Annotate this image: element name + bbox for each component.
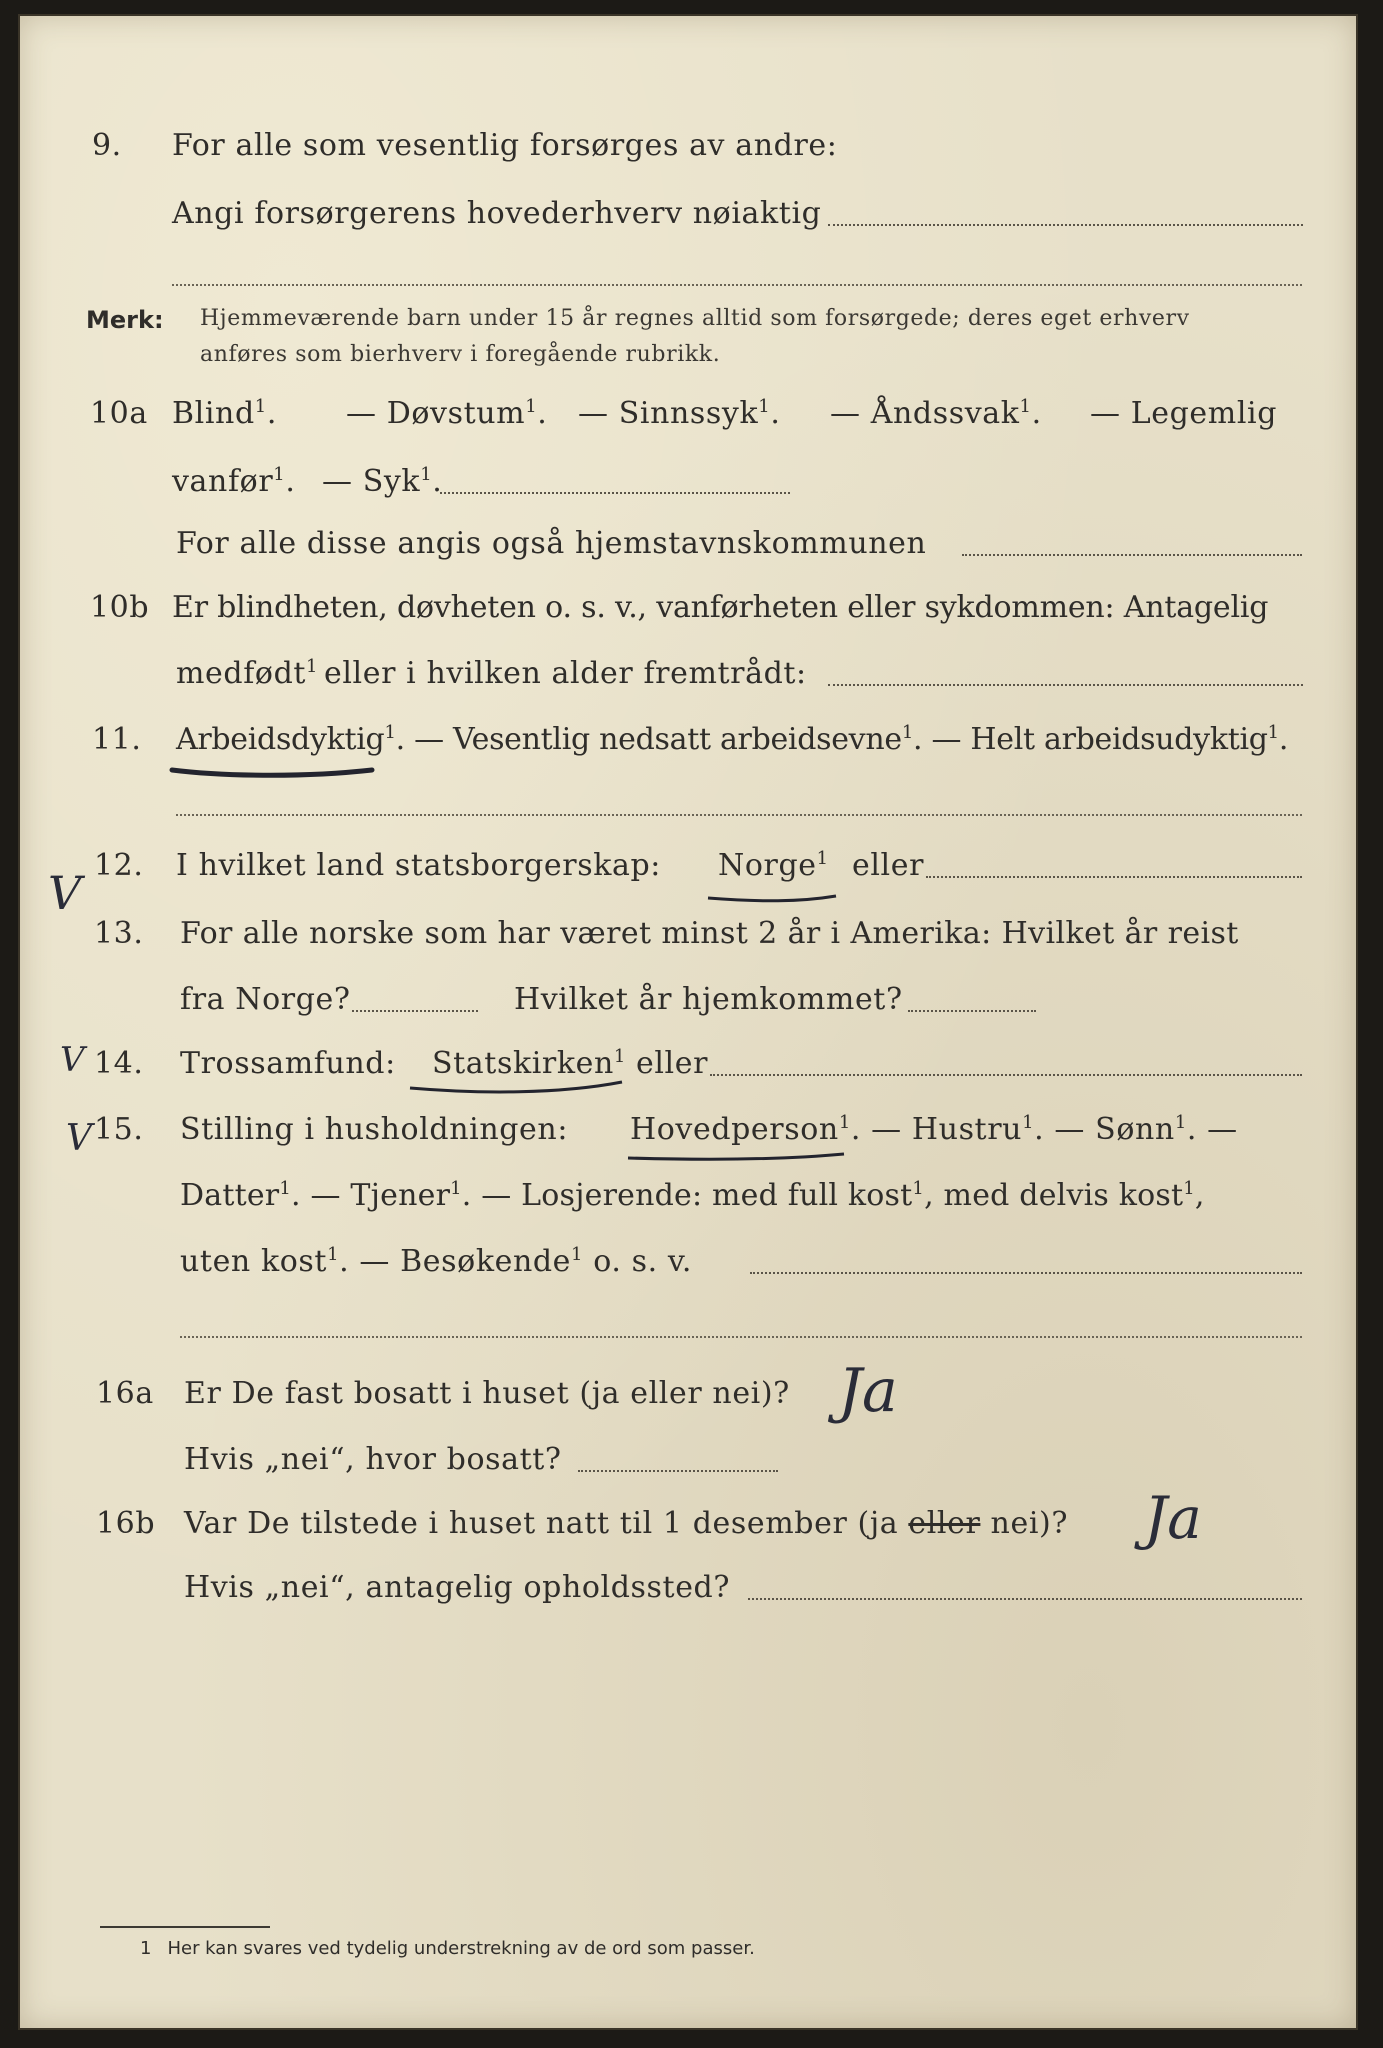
option-tjener[interactable]: . — Tjener [291,1178,451,1213]
option-medfodt[interactable]: medfødt [176,656,307,691]
margin-checkmark: V [60,1040,85,1080]
question-text: eller i hvilken alder fremtrådt: [324,656,807,691]
question-10a-line-2: vanfør$^1$. — Syk$^1$. [0,464,1383,510]
option-norge[interactable]: Norge [718,848,817,883]
option-statskirken[interactable]: Statskirken [432,1046,614,1081]
option-andssvak[interactable]: — Åndssvak [830,396,1020,431]
option-udyktig[interactable]: . — Helt arbeidsudyktig [912,722,1268,757]
note-text: anføres som bierhverv i foregående rubrikk. [200,342,721,367]
question-15-line-1: 15. Stilling i husholdningen: Hovedperson$^1$. — Hustru$^1$. — Sønn$^1$. — [94,1112,1238,1147]
question-10a-line-1: 10a Blind$^1$. — Døvstum$^1$. — Sinnssyk$^1$. — Åndssvak$^1$. — Legemlig [90,396,1278,431]
question-text: I hvilket land statsborgerskap: [176,848,661,883]
option-datter[interactable]: Datter [180,1178,280,1213]
question-text: Stilling i husholdningen: [180,1112,569,1147]
footnote-mark: 1 [140,1938,152,1959]
question-text: Hvis „nei“, antagelig opholdssted? [184,1570,731,1605]
margin-checkmark: V [66,1118,92,1159]
question-number: 11. [92,722,142,757]
option-dovstum[interactable]: — Døvstum [346,396,526,431]
question-text: Hvis „nei“, hvor bosatt? [184,1442,562,1477]
option-uten-kost[interactable]: uten kost [180,1244,328,1279]
question-text: Er De fast bosatt i huset (ja eller nei)? [184,1376,790,1411]
option-nedsatt[interactable]: . — Vesentlig nedsatt arbeidsevne [395,722,902,757]
question-12: 12. I hvilket land statsborgerskap: Norge$^1$ eller [0,848,1383,894]
option-hustru[interactable]: . — Hustru [850,1112,1023,1147]
option-legemlig[interactable]: — Legemlig [1090,396,1278,431]
question-number: 9. [92,128,122,163]
note-text: Hjemmeværende barn under 15 år regnes alltid som forsørgede; deres eget erhverv [200,306,1190,331]
question-number: 16b [96,1506,156,1541]
question-text: Trossamfund: [180,1046,396,1081]
question-text: Hvilket år hjemkommet? [514,982,903,1017]
option-blind[interactable]: Blind [172,396,255,431]
question-number: 15. [94,1112,144,1147]
question-number: 13. [94,916,144,951]
underline-hovedperson [628,1154,844,1159]
option-losjerende-full[interactable]: . — Losjerende: med full kost [461,1178,913,1213]
question-text: For alle norske som har været minst 2 år i Amerika: Hvilket år reist [180,916,1239,951]
option-syk[interactable]: — Syk [322,464,421,499]
handwritten-answer: Ja [838,1356,898,1426]
question-text: For alle som vesentlig forsørges av andre: [172,128,838,163]
question-number: 10a [90,396,148,431]
option-hovedperson[interactable]: Hovedperson [630,1112,839,1147]
underline-norge [708,896,836,901]
underline-statskirken [410,1082,622,1092]
question-number: 14. [94,1046,144,1081]
margin-checkmark: V [48,866,82,920]
question-text: fra Norge? [180,982,351,1017]
question-text: Er blindheten, døvheten o. s. v., vanførheten eller sykdommen: Antagelig [172,590,1269,625]
option-sinnssyk[interactable]: — Sinnssyk [578,396,759,431]
option-arbeidsdyktig[interactable]: Arbeidsdyktig [176,722,385,757]
footnote-text: Her kan svares ved tydelig understrekning av de ord som passer. [167,1938,755,1959]
option-besokende[interactable]: . — Besøkende [339,1244,572,1279]
question-text: Var De tilstede i huset natt til 1 desember (ja [184,1506,909,1541]
question-number: 16a [96,1376,154,1411]
question-text: eller [636,1046,709,1081]
question-number: 10b [90,590,150,625]
question-11: 11. Arbeidsdyktig$^1$. — Vesentlig nedsatt arbeidsevne$^1$. — Helt arbeidsudyktig$^1$. [92,722,1289,757]
question-16b-line-1: 16b Var De tilstede i huset natt til 1 desember (ja eller nei)? [96,1506,1069,1541]
underline-arbeidsdyktig [172,770,372,775]
question-text: For alle disse angis også hjemstavnskommunen [176,526,927,561]
option-vanfor[interactable]: vanfør [172,464,274,499]
handwritten-answer: Ja [1144,1484,1202,1552]
question-15-line-2: Datter$^1$. — Tjener$^1$. — Losjerende: med full kost$^1$, med delvis kost$^1$, [180,1178,1205,1213]
question-10b-line-2: medfødt$^1$ eller i hvilken alder fremtrådt: [0,656,1383,702]
question-text: eller [852,848,925,883]
note-label: Merk: [86,306,164,334]
struck-option-eller: eller [908,1506,981,1541]
question-14: 14. Trossamfund: Statskirken$^1$ eller [0,1046,1383,1092]
question-number: 12. [94,848,144,883]
question-15-line-3: uten kost$^1$. — Besøkende$^1$ o. s. v. [0,1244,1383,1290]
question-text: Angi forsørgerens hovederhverv nøiaktig [172,196,822,231]
option-sonn[interactable]: . — Sønn [1034,1112,1175,1147]
option-losjerende-delvis[interactable]: , med delvis kost [924,1178,1184,1213]
